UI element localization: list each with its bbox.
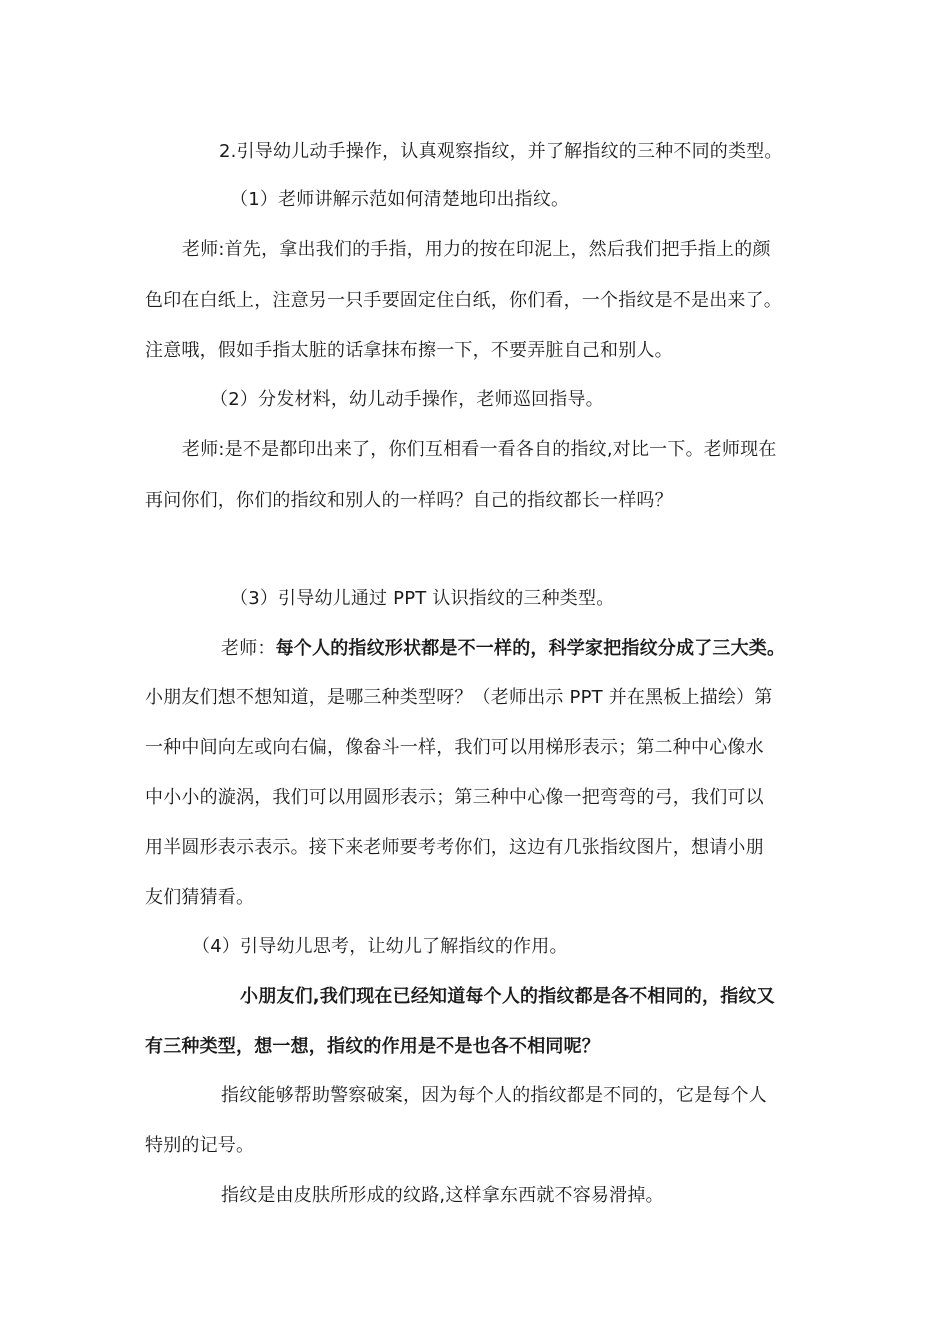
paragraph-line: 老师:是不是都印出来了，你们互相看一看各自的指纹,对比一下。老师现在 bbox=[182, 439, 777, 460]
paragraph-line-bold: 有三种类型，想一想，指纹的作用是不是也各不相同呢？ bbox=[145, 1036, 600, 1057]
paragraph-line: 指纹是由皮肤所形成的纹路,这样拿东西就不容易滑掉。 bbox=[221, 1185, 664, 1206]
paragraph-line: 色印在白纸上，注意另一只手要固定住白纸，你们看，一个指纹是不是出来了。 bbox=[145, 290, 782, 311]
paragraph-line: 一种中间向左或向右偏，像畚斗一样，我们可以用梯形表示；第二种中心像水 bbox=[145, 737, 764, 758]
paragraph-line: 用半圆形表示表示。接下来老师要考考你们，这边有几张指纹图片，想请小朋 bbox=[145, 837, 764, 858]
paragraph-line: 特别的记号。 bbox=[145, 1135, 255, 1156]
paragraph-line: 指纹能够帮助警察破案，因为每个人的指纹都是不同的，它是每个人 bbox=[221, 1085, 767, 1106]
paragraph-line bbox=[221, 637, 785, 661]
step-1-heading: （1）老师讲解示范如何清楚地印出指纹。 bbox=[230, 189, 570, 210]
emphasis-text: 每个人的指纹形状都是不一样的，科学家把指纹分成了三大类。 bbox=[275, 638, 786, 659]
step-4-heading: （4）引导幼儿思考，让幼儿了解指纹的作用。 bbox=[192, 936, 568, 957]
paragraph-line-bold: 小朋友们,我们现在已经知道每个人的指纹都是各不相同的，指纹又 bbox=[240, 986, 775, 1007]
section-heading-2: 2.引导幼儿动手操作，认真观察指纹，并了解指纹的三种不同的类型。 bbox=[219, 141, 783, 162]
paragraph-line: 中小小的漩涡，我们可以用圆形表示；第三种中心像一把弯弯的弓，我们可以 bbox=[145, 787, 764, 808]
paragraph-line: 注意哦，假如手指太脏的话拿抹布擦一下，不要弄脏自己和别人。 bbox=[145, 340, 673, 361]
step-2-heading: （2）分发材料，幼儿动手操作，老师巡回指导。 bbox=[210, 389, 604, 410]
paragraph-line: 老师:首先，拿出我们的手指，用力的按在印泥上，然后我们把手指上的颜 bbox=[182, 239, 771, 260]
paragraph-line: 友们猜猜看。 bbox=[145, 887, 255, 908]
step-3-heading: （3）引导幼儿通过 PPT 认识指纹的三种类型。 bbox=[230, 588, 615, 609]
paragraph-line: 小朋友们想不想知道，是哪三种类型呀？（老师出示 PPT 并在黑板上描绘）第 bbox=[145, 687, 773, 708]
paragraph-line: 再问你们，你们的指纹和别人的一样吗？自己的指纹都长一样吗？ bbox=[145, 490, 673, 511]
speaker-label: 老师： bbox=[221, 638, 276, 659]
